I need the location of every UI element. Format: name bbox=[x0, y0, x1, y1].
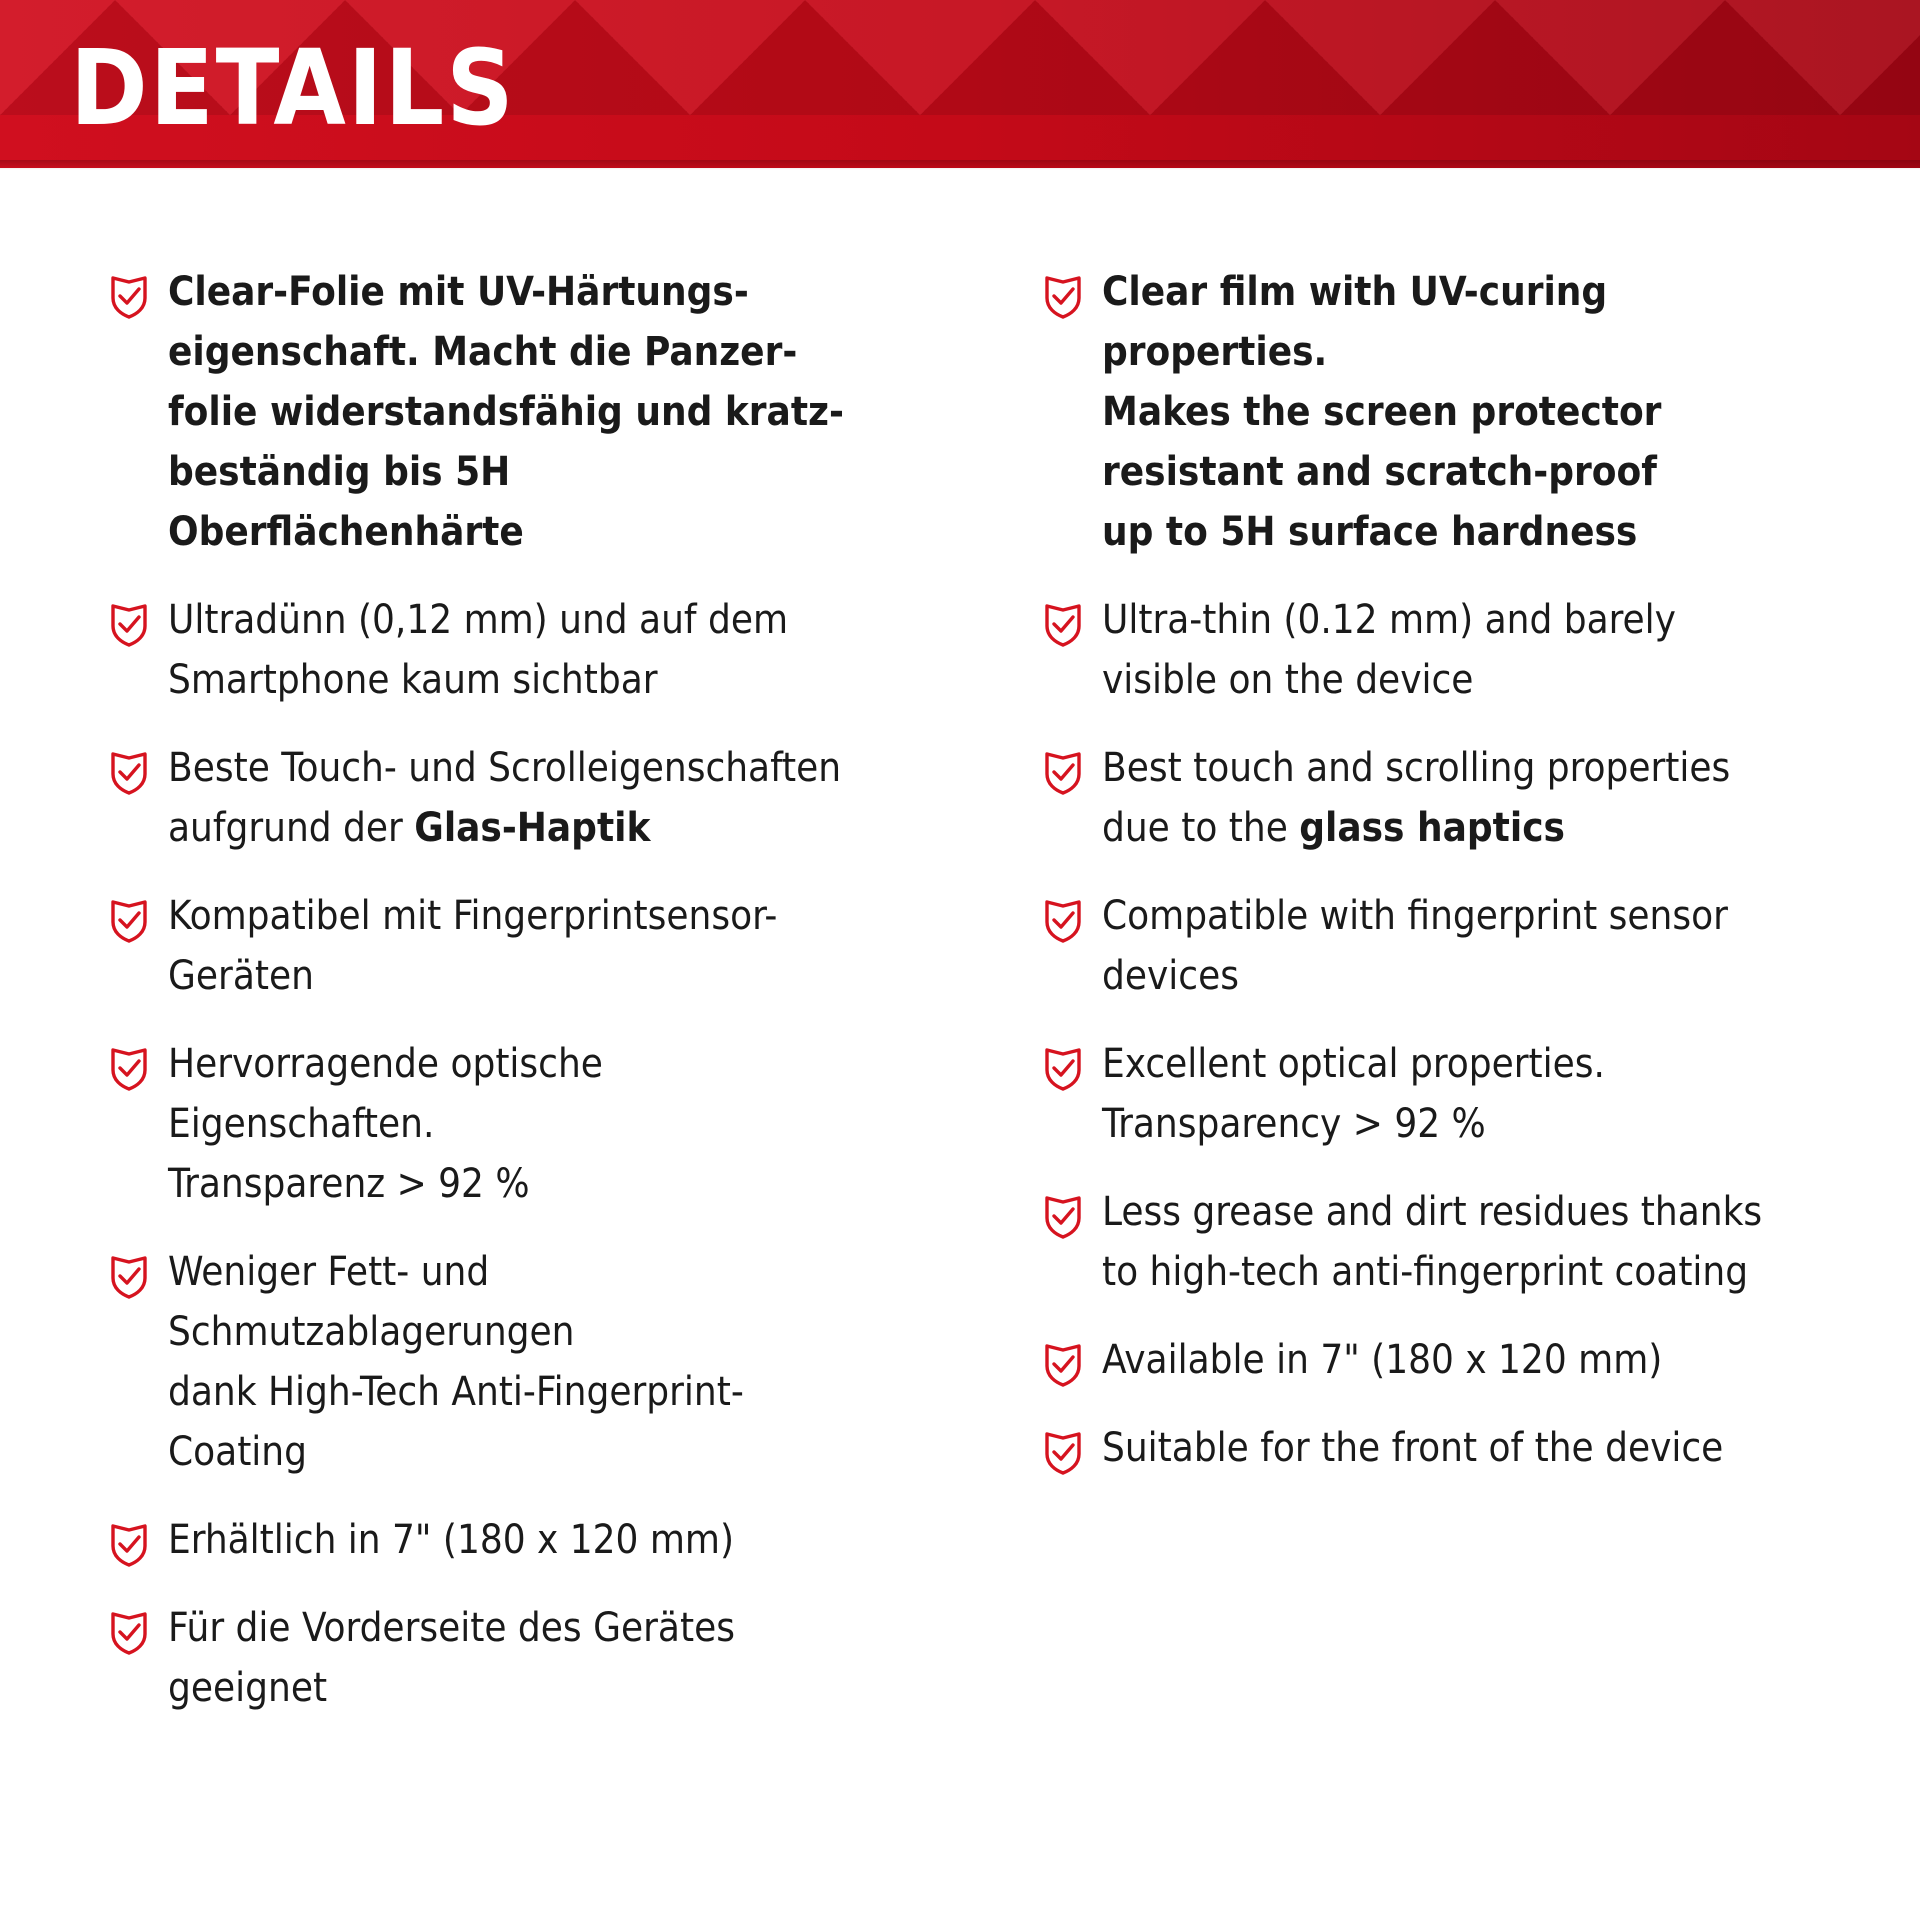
feature-text-prefix: due to the bbox=[1102, 805, 1300, 851]
feature-text: dank High-Tech Anti-Fingerprint- bbox=[168, 1369, 744, 1415]
feature-text: beständig bis 5H Oberflächenhärte bbox=[168, 449, 524, 555]
feature-item bbox=[110, 1510, 870, 1570]
feature-text bbox=[1102, 798, 1844, 858]
feature-item bbox=[110, 1598, 870, 1718]
feature-text: Suitable for the front of the device bbox=[1102, 1425, 1724, 1471]
feature-item bbox=[110, 738, 870, 858]
feature-text: Kompatibel mit Fingerprintsensor- bbox=[168, 893, 778, 939]
shield-check-icon bbox=[110, 1522, 148, 1568]
header-shadow bbox=[0, 160, 1920, 170]
feature-item bbox=[1044, 262, 1844, 562]
feature-text: Less grease and dirt residues thanks bbox=[1102, 1189, 1763, 1235]
feature-text: Excellent optical properties. bbox=[1102, 1041, 1605, 1087]
shield-check-icon bbox=[110, 1610, 148, 1656]
feature-text: Best touch and scrolling properties bbox=[1102, 745, 1731, 791]
feature-text: Weniger Fett- und Schmutzablagerungen bbox=[168, 1249, 575, 1355]
feature-list-english bbox=[1044, 262, 1844, 1506]
feature-text: Coating bbox=[168, 1429, 307, 1475]
shield-check-icon bbox=[110, 274, 148, 320]
feature-text-prefix: aufgrund der bbox=[168, 805, 415, 851]
feature-text: Makes the screen protector bbox=[1102, 389, 1662, 435]
feature-item bbox=[110, 1242, 870, 1482]
shield-check-icon bbox=[1044, 274, 1082, 320]
feature-item bbox=[1044, 738, 1844, 858]
feature-item bbox=[1044, 1182, 1844, 1302]
feature-text: Transparency > 92 % bbox=[1102, 1101, 1486, 1147]
shield-check-icon bbox=[1044, 1194, 1082, 1240]
header-banner bbox=[0, 0, 1920, 168]
shield-check-icon bbox=[1044, 1430, 1082, 1476]
feature-list-german bbox=[110, 262, 870, 1746]
shield-check-icon bbox=[110, 898, 148, 944]
feature-text-emphasis: glass haptics bbox=[1299, 805, 1565, 851]
shield-check-icon bbox=[110, 1046, 148, 1092]
feature-text: Beste Touch- und Scrolleigenschaften bbox=[168, 745, 842, 791]
feature-text: geeignet bbox=[168, 1665, 328, 1711]
feature-text: Clear film with UV-curing properties. bbox=[1102, 269, 1608, 375]
shield-check-icon bbox=[110, 750, 148, 796]
shield-check-icon bbox=[1044, 1342, 1082, 1388]
feature-text: devices bbox=[1102, 953, 1239, 999]
feature-text: Compatible with fingerprint sensor bbox=[1102, 893, 1728, 939]
feature-text: Clear-Folie mit UV-Härtungs- bbox=[168, 269, 749, 315]
feature-text: Available in 7" (180 x 120 mm) bbox=[1102, 1337, 1663, 1383]
feature-text: Ultra-thin (0.12 mm) and barely bbox=[1102, 597, 1676, 643]
feature-item bbox=[1044, 886, 1844, 1006]
feature-text bbox=[168, 798, 870, 858]
feature-text: Erhältlich in 7" (180 x 120 mm) bbox=[168, 1517, 735, 1563]
page-title: DETAILS bbox=[70, 27, 516, 149]
feature-text: visible on the device bbox=[1102, 657, 1474, 703]
feature-text: up to 5H surface hardness bbox=[1102, 509, 1638, 555]
feature-item bbox=[110, 262, 870, 562]
feature-item bbox=[1044, 590, 1844, 710]
feature-text: resistant and scratch-proof bbox=[1102, 449, 1657, 495]
shield-check-icon bbox=[1044, 750, 1082, 796]
feature-text: eigenschaft. Macht die Panzer- bbox=[168, 329, 798, 375]
feature-text: Smartphone kaum sichtbar bbox=[168, 657, 658, 703]
feature-text: Ultradünn (0,12 mm) und auf dem bbox=[168, 597, 789, 643]
feature-item bbox=[1044, 1418, 1844, 1478]
shield-check-icon bbox=[110, 602, 148, 648]
feature-text: Transparenz > 92 % bbox=[168, 1161, 530, 1207]
shield-check-icon bbox=[1044, 1046, 1082, 1092]
feature-item bbox=[110, 1034, 870, 1214]
feature-item bbox=[110, 590, 870, 710]
shield-check-icon bbox=[110, 1254, 148, 1300]
feature-text: folie widerstandsfähig und kratz- bbox=[168, 389, 844, 435]
feature-item bbox=[1044, 1034, 1844, 1154]
feature-item bbox=[1044, 1330, 1844, 1390]
feature-text: Für die Vorderseite des Gerätes bbox=[168, 1605, 735, 1651]
feature-text: Hervorragende optische Eigenschaften. bbox=[168, 1041, 603, 1147]
feature-text: to high-tech anti-fingerprint coating bbox=[1102, 1249, 1749, 1295]
feature-item bbox=[110, 886, 870, 1006]
feature-text: Geräten bbox=[168, 953, 314, 999]
shield-check-icon bbox=[1044, 898, 1082, 944]
shield-check-icon bbox=[1044, 602, 1082, 648]
feature-text-emphasis: Glas-Haptik bbox=[414, 805, 651, 851]
